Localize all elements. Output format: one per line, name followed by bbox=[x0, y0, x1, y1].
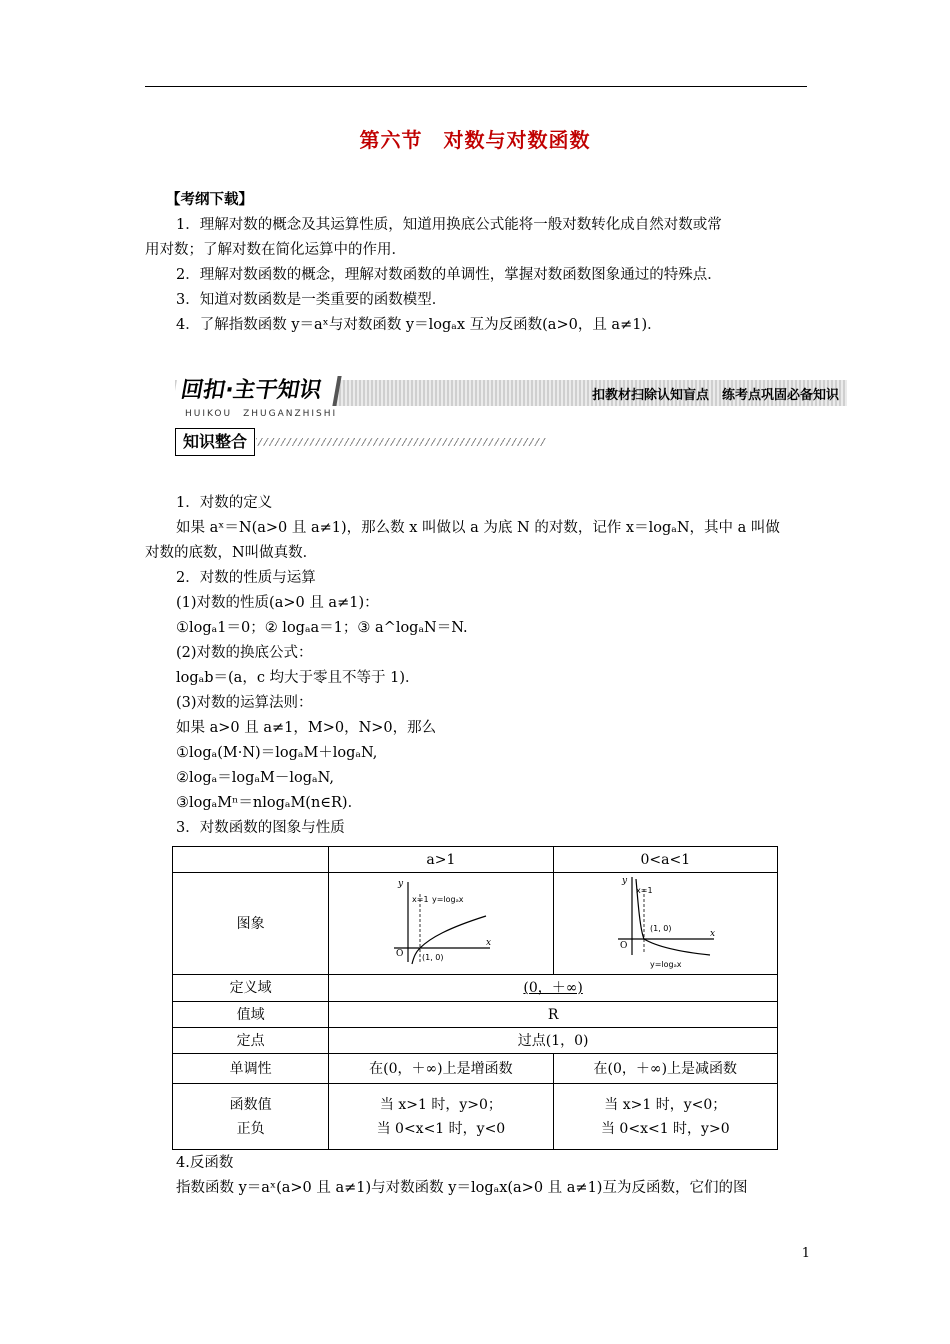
row-label-monotonicity: 单调性 bbox=[173, 1054, 329, 1084]
s2-sub1: (1)对数的性质(a>0 且 a≠1)： bbox=[176, 595, 379, 611]
domain-value: (0，＋∞) bbox=[329, 975, 778, 1002]
s2-rule3: ③logₐMⁿ＝nlogₐM(n∈R)． bbox=[176, 795, 363, 811]
outline-item-4: 4．了解指数函数 y＝aˣ与对数函数 y＝logₐx 互为反函数(a>0，且 a≠1)． bbox=[176, 317, 662, 333]
sign-label-a: 函数值 bbox=[229, 1096, 272, 1113]
x1-label: x=1 bbox=[636, 886, 653, 895]
s1-line1: 如果 aˣ＝N(a>0 且 a≠1)，那么数 x 叫做以 a 为底 N 的对数，记作 x＝logₐN，其中 a 叫做 bbox=[176, 520, 780, 536]
outline-item-1a: 1．理解对数的概念及其运算性质，知道用换底公式能将一般对数转化成自然对数或常 bbox=[176, 217, 722, 233]
s2-heading: 2．对数的性质与运算 bbox=[176, 570, 316, 586]
s2-rule2: ②logₐ＝logₐM－logₐN, bbox=[176, 770, 334, 786]
curve-label: y=logₐx bbox=[650, 960, 682, 969]
sign1-line-b: 当 0<x<1 时，y<0 bbox=[376, 1120, 506, 1137]
curve-label: y=logₐx bbox=[431, 895, 464, 904]
hatched-line bbox=[256, 438, 546, 446]
section-banner bbox=[175, 376, 847, 420]
table-col-a-lt-1: 0<a<1 bbox=[553, 847, 777, 873]
mono-decreasing: 在(0，＋∞)上是减函数 bbox=[553, 1054, 777, 1084]
graph-decreasing-cell bbox=[553, 873, 777, 975]
point-label: (1, 0) bbox=[421, 953, 444, 962]
s2-change-base: logₐb＝(a，c 均大于零且不等于 1)． bbox=[176, 670, 420, 686]
range-value: R bbox=[329, 1002, 778, 1028]
outline-item-2: 2．理解对数函数的概念，理解对数函数的单调性，掌握对数函数图象通过的特殊点． bbox=[176, 267, 722, 283]
point-label: (1, 0) bbox=[650, 924, 672, 933]
sign-label-b: 正负 bbox=[236, 1120, 265, 1137]
origin-label: O bbox=[620, 941, 628, 951]
outline-item-1b: 用对数；了解对数在简化运算中的作用． bbox=[145, 242, 406, 258]
outline-heading: 【考纲下载】 bbox=[166, 192, 253, 208]
graph-increasing-cell bbox=[329, 873, 553, 975]
s2-sub3: (3)对数的运算法则： bbox=[176, 695, 313, 711]
s3-heading: 3．对数函数的图象与性质 bbox=[176, 820, 345, 836]
row-label-image: 图象 bbox=[173, 873, 329, 975]
graph-increasing bbox=[386, 876, 496, 966]
s2-props: ①logₐ1＝0；② logₐa＝1；③ a^logₐN＝N. bbox=[176, 620, 468, 636]
banner-tagline: 扣教材扫除认知盲点 练考点巩固必备知识 bbox=[591, 388, 839, 403]
s4-line1: 指数函数 y＝aˣ(a>0 且 a≠1)与对数函数 y＝logₐx(a>0 且 a≠1)互为反函数，它们的图 bbox=[176, 1180, 748, 1196]
sign-increasing bbox=[329, 1084, 553, 1150]
graph-decreasing bbox=[610, 873, 720, 969]
row-label-range: 值域 bbox=[173, 1002, 329, 1028]
origin-label: O bbox=[395, 949, 404, 959]
x1-label: x=1 bbox=[411, 895, 429, 904]
row-label-fixed-point: 定点 bbox=[173, 1028, 329, 1054]
s2-cond: 如果 a>0 且 a≠1，M>0，N>0，那么 bbox=[176, 720, 437, 736]
y-label: y bbox=[622, 876, 628, 886]
sign1-line-a: 当 x>1 时，y>0； bbox=[379, 1096, 502, 1113]
outline-item-3: 3．知道对数函数是一类重要的函数模型． bbox=[176, 292, 447, 308]
y-label: y bbox=[397, 879, 403, 889]
sign-decreasing bbox=[553, 1084, 777, 1150]
banner-title: 回扣·主干知识 bbox=[172, 376, 342, 406]
s2-sub2: (2)对数的换底公式： bbox=[176, 645, 313, 661]
sign2-line-b: 当 0<x<1 时，y>0 bbox=[600, 1120, 730, 1137]
sign2-line-a: 当 x>1 时，y<0； bbox=[604, 1096, 727, 1113]
row-label-domain: 定义域 bbox=[173, 975, 329, 1002]
s1-line2: 对数的底数，N叫做真数． bbox=[145, 545, 318, 561]
log-function-table bbox=[172, 846, 778, 1150]
s4-heading: 4.反函数 bbox=[176, 1155, 234, 1171]
page-title: 第六节 对数与对数函数 bbox=[359, 128, 591, 152]
s2-rule1: ①logₐ(M·N)＝logₐM＋logₐN, bbox=[176, 745, 378, 761]
x-label: x bbox=[710, 929, 716, 939]
row-label-sign bbox=[173, 1084, 329, 1150]
table-col-a-gt-1: a>1 bbox=[329, 847, 553, 873]
x-label: x bbox=[485, 938, 491, 948]
mono-increasing: 在(0，＋∞)上是增函数 bbox=[329, 1054, 553, 1084]
s1-heading: 1．对数的定义 bbox=[176, 495, 273, 511]
table-corner bbox=[173, 847, 329, 873]
page-number: 1 bbox=[801, 1246, 810, 1261]
fixed-point-value: 过点(1，0) bbox=[329, 1028, 778, 1054]
banner-pinyin: HUIKOU ZHUGANZHISHI bbox=[185, 409, 338, 419]
header-rule bbox=[145, 86, 807, 87]
knowledge-box: 知识整合 bbox=[175, 428, 255, 456]
